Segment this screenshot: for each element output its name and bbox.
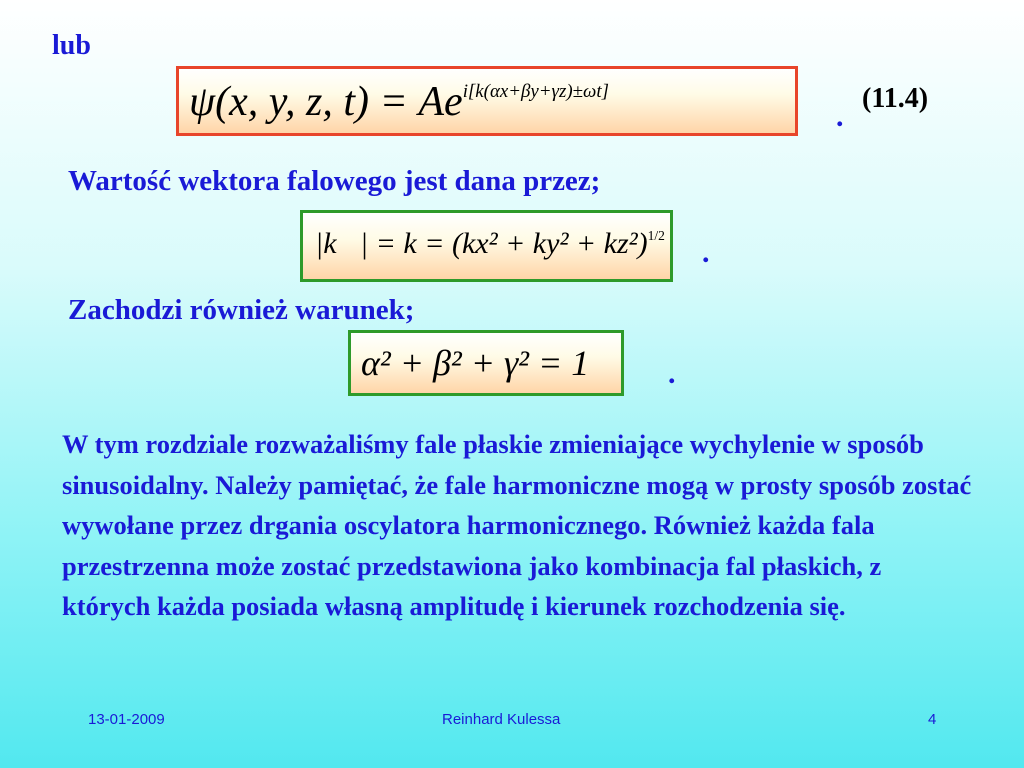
heading-wave-vector: Wartość wektora falowego jest dana przez;: [68, 165, 601, 197]
k-magnitude-equation: [315, 229, 665, 259]
k-magnitude-exponent: 1/2: [647, 228, 665, 244]
footer-page-number: 4: [928, 711, 937, 728]
wave-equation-exponent: i[k(αx+βy+γz)±ωt]: [462, 81, 609, 103]
dot-1: .: [836, 100, 844, 133]
k-magnitude-text: |k⃗| = k = (kx² + ky² + kz²): [315, 227, 648, 260]
heading-condition: Zachodzi również warunek;: [68, 294, 415, 326]
wave-equation-lhs: ψ(x, y, z, t) = Ae: [189, 79, 463, 125]
dot-2: .: [702, 236, 710, 269]
direction-cosines-box: [348, 330, 624, 396]
equation-number: (11.4): [862, 83, 929, 114]
footer-date: 13-01-2009: [88, 711, 165, 728]
wave-equation-box: [176, 66, 798, 136]
direction-cosines-equation: α² + β² + γ² = 1: [361, 343, 590, 383]
footer-author: Reinhard Kulessa: [442, 711, 561, 728]
wave-equation: [189, 81, 609, 123]
lub-label: lub: [52, 30, 91, 61]
k-magnitude-box: [300, 210, 673, 282]
summary-paragraph: W tym rozdziale rozważaliśmy fale płaskie zmieniające wychylenie w sposób sinusoidalny. Należy pamiętać, że fale harmoniczne mogą w prosty sposób zostać wywołane przez drgania oscylatora harmonicznego. Również każda fala przestrzenna może zostać przedstawiona jako kombinacja fal płaskich, z których każda posiada własną amplitudę i kierunek rozchodzenia się.: [62, 429, 972, 621]
dot-3: .: [668, 357, 676, 390]
